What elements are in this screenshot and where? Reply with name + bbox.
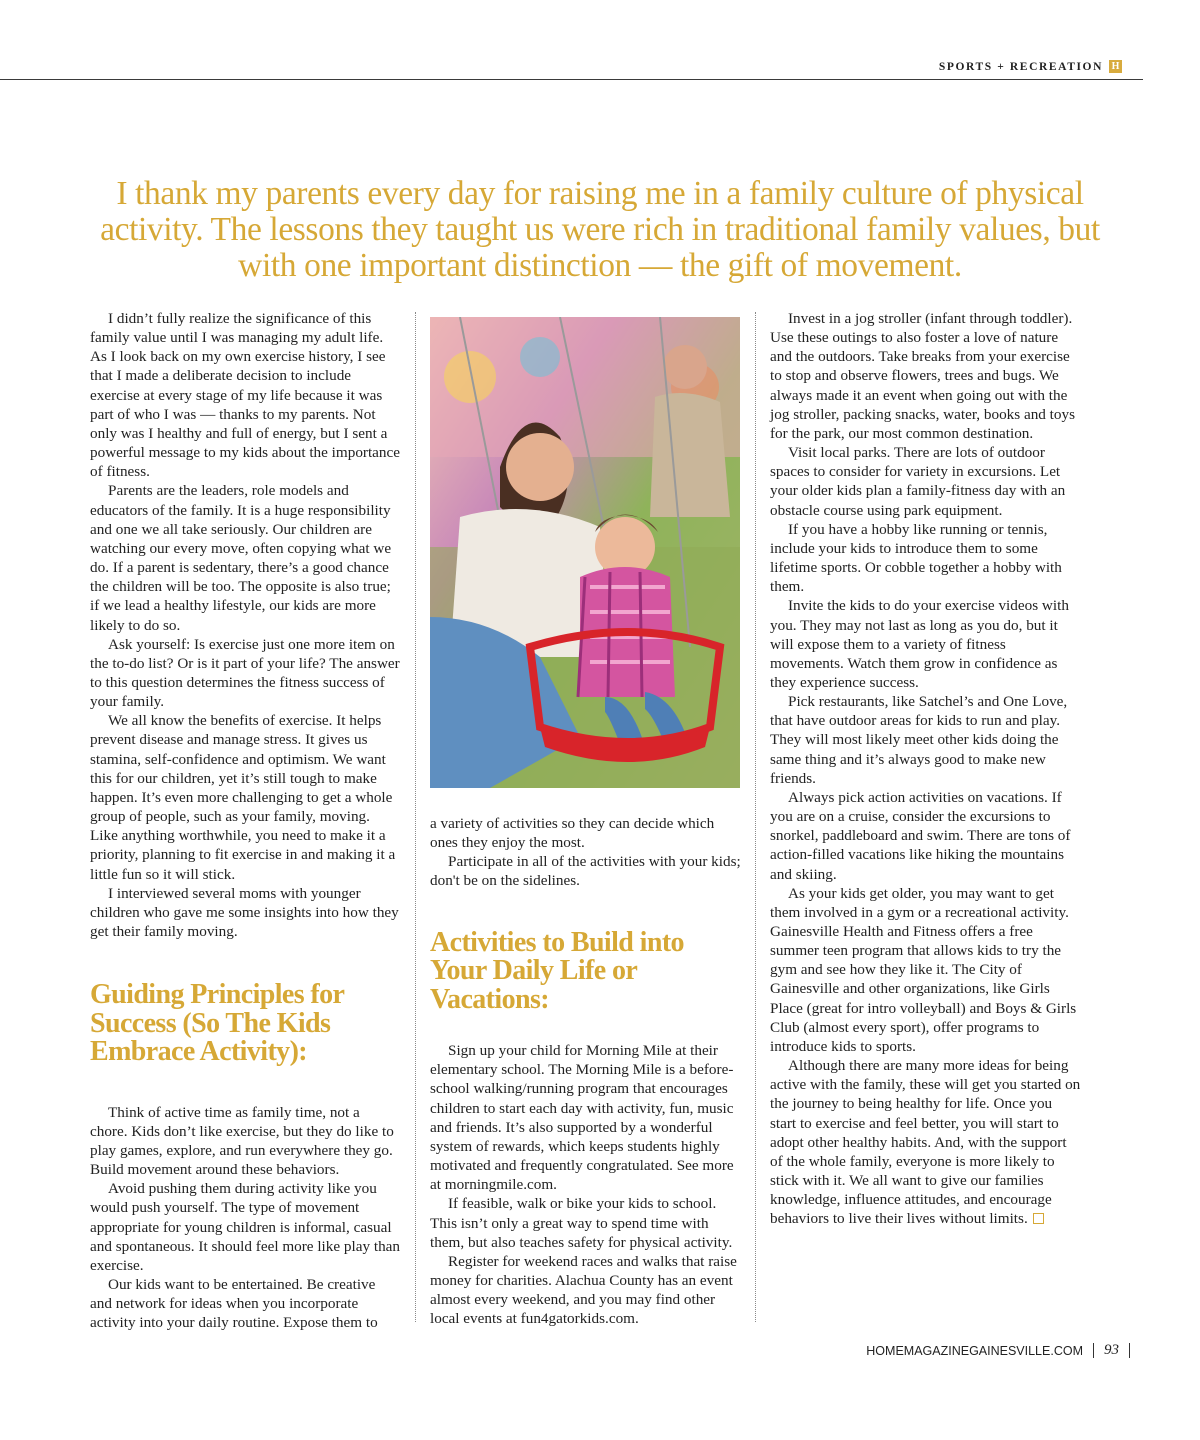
paragraph: Visit local parks. There are lots of outdoor spaces to consider for variety in excursions. Let your older kids plan a family-fitness day with an obstacle course using park equipment. — [770, 444, 1066, 519]
paragraph: If feasible, walk or bike your kids to school. This isn’t only a great way to spend time with them, but also teaches safety for physical activity. — [430, 1195, 733, 1251]
section-heading: Activities to Build into Your Daily Life or Vacations: — [430, 926, 684, 1015]
paragraph: Avoid pushing them during activity like you would push yourself. The type of movement appropriate for young children is informal, casual and spontaneous. It should feel more like play than exercise. — [90, 1180, 401, 1274]
paragraph: Think of active time as family time, not a chore. Kids don’t like exercise, but they do like to play games, explore, and run everywhere they go. Build movement around these behaviors. — [90, 1103, 394, 1179]
section-heading: Guiding Principles for Success (So The Kids Embrace Activity): — [90, 979, 344, 1068]
footer-divider — [1093, 1343, 1094, 1358]
paragraph: Participate in all of the activities with your kids; don't be on the sidelines. — [430, 853, 741, 890]
end-mark-icon — [1033, 1213, 1044, 1224]
paragraph: I interviewed several moms with younger children who gave me some insights into how they get their family moving. — [90, 884, 399, 940]
feature-photo — [430, 317, 740, 788]
paragraph: a variety of activities so they can decide which ones they enjoy the most. — [430, 815, 715, 852]
closing-text: Although there are many more ideas for being active with the family, these will get you started on the journey to being healthy for life. Once you start to exercise and feel better, you will start to adopt other healthy habits. And, with the support of the whole family, everyone is more likely to stick with it. We all want to give our families knowledge, influence attitudes, and encourage behaviors to live their lives without limits. — [770, 1057, 1081, 1228]
home-logo-icon: H — [1109, 60, 1122, 73]
swing-ride-illustration — [430, 317, 740, 788]
paragraph — [770, 1056, 1082, 1228]
paragraph: Our kids want to be entertained. Be creative and network for ideas when you incorporate activity into your daily routine. Expose them to — [90, 1276, 378, 1332]
paragraph: We all know the benefits of exercise. It helps prevent disease and manage stress. It gives us stamina, self-confidence and optimism. We want this for our children, yet it’s still tough to make happen. It’s even more challenging to get a whole group of people, such as your family, moving. Like anything worthwhile, you need to make it a priority, planning to fit exercise in and making it a little fun so it will stick. — [90, 712, 396, 883]
column-divider — [755, 312, 756, 1322]
paragraph: Ask yourself: Is exercise just one more item on the to-do list? Or is it part of your life? The answer to this question determines the fitness success of your family. — [90, 635, 400, 711]
column-divider — [415, 312, 416, 1322]
paragraph: If you have a hobby like running or tennis, include your kids to introduce them to some lifetime sports. Or cobble together a hobby with them. — [770, 520, 1062, 596]
footer-divider — [1129, 1343, 1130, 1358]
column-2 — [430, 814, 742, 1328]
paragraph: Sign up your child for Morning Mile at their elementary school. The Morning Mile is a before-school walking/running program that encourages children to start each day with activity, fun, music and friends. It’s also supported by a wonderful system of rewards, which keeps students highly motivated and frequently congratulated. See more at morningmile.com. — [430, 1042, 734, 1194]
page-footer — [866, 1342, 1140, 1359]
paragraph: Always pick action activities on vacations. If you are on a cruise, consider the excursions to snorkel, paddleboard and swim. There are tons of action-filled vacations like hiking the mountains and skiing. — [770, 788, 1071, 883]
paragraph: As your kids get older, you may want to get them involved in a gym or a recreational activity. Gainesville Health and Fitness offers a free summer teen program that allows kids to try the gym and see how they like it. The City of Gainesville and other organizations, like Girls Place (great for intro volleyball) and Boys & Girls Club (almost every sport), offer programs to introduce kids to sports. — [770, 884, 1077, 1055]
paragraph: Parents are the leaders, role models and educators of the family. It is a huge responsibility and one we all take seriously. Our children are watching our every move, often copying what we do. If a parent is sedentary, there’s a good chance the children will be too. The opposite is also true; if we lead a healthy lifestyle, our kids are more likely to do so. — [90, 482, 392, 634]
paragraph: Invest in a jog stroller (infant through toddler). Use these outings to also foster a love of nature and the outdoors. Take breaks from your exercise to stop and observe flowers, trees and bugs. We always made it an event when going out with the jog stroller, packing snacks, water, books and toys for the park, our most common destination. — [770, 310, 1076, 442]
header-rule — [0, 79, 1143, 80]
section-label — [939, 60, 1122, 73]
pull-quote: I thank my parents every day for raising me in a family culture of physical activity. The lessons they taught us were rich in traditional family values, but with one important distinction — the gift of movement. — [100, 175, 1100, 284]
paragraph: I didn’t fully realize the significance of this family value until I was managing my adult life. As I look back on my own exercise history, I see that I made a deliberate decision to include exercise at every stage of my life because it was part of who I was — thanks to my parents. Not only was I healthy and full of energy, but I sent a powerful message to my kids about the importance of fitness. — [90, 310, 401, 481]
site-url: HOMEMAGAZINEGAINESVILLE.COM — [866, 1343, 1083, 1358]
column-3 — [770, 309, 1082, 1229]
page-number: 93 — [1104, 1342, 1119, 1358]
column-1 — [90, 309, 400, 1333]
paragraph: Pick restaurants, like Satchel’s and One Love, that have outdoor areas for kids to run and play. They will most likely meet other kids doing the same thing and it’s always good to make new friends. — [770, 693, 1068, 787]
section-title: SPORTS + RECREATION — [938, 60, 1103, 73]
paragraph: Invite the kids to do your exercise videos with you. They may not last as long as you do, but it will expose them to a variety of fitness movements. Watch them grow in confidence as they experience success. — [770, 597, 1069, 691]
paragraph: Register for weekend races and walks that raise money for charities. Alachua County has an event almost every weekend, and you may find other local events at fun4gatorkids.com. — [430, 1252, 737, 1328]
